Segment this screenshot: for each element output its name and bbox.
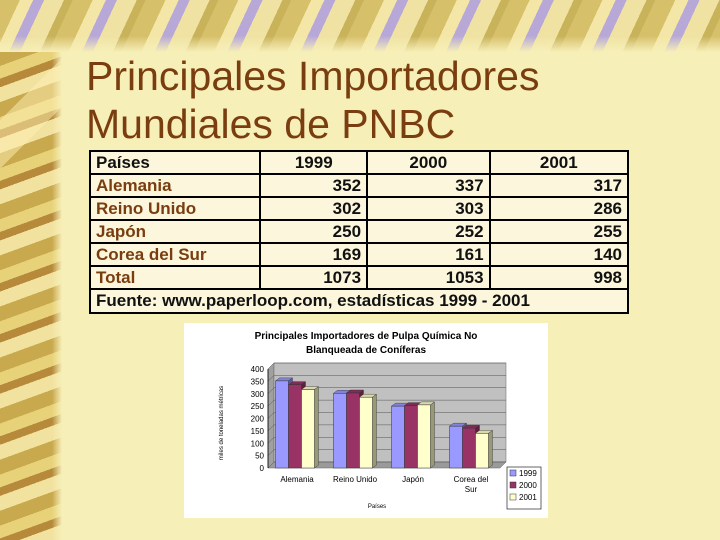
chart-bar-side [431, 402, 435, 468]
chart-legend-label: 2001 [519, 493, 537, 502]
chart-bar [418, 405, 431, 468]
chart-legend-swatch [510, 494, 516, 500]
chart-bar [463, 428, 476, 468]
header-countries: Países [90, 151, 260, 174]
row-value-2000: 337 [367, 174, 490, 197]
chart-bar [302, 390, 315, 468]
row-value-2000: 303 [367, 197, 490, 220]
chart-x-tick-label: Reino Unido [332, 475, 378, 484]
slide-title-line-1: Principales Importadores [86, 53, 540, 99]
total-value-2001: 998 [490, 266, 628, 289]
table-source-row [90, 289, 628, 313]
chart-bar-side [373, 394, 377, 468]
row-value-2001: 255 [490, 220, 628, 243]
row-value-1999: 352 [260, 174, 367, 197]
table-total-row [90, 266, 628, 289]
chart-bar-side [315, 387, 319, 468]
chart-y-tick-label: 0 [259, 464, 264, 473]
row-country: Japón [90, 220, 260, 243]
chart-x-tick-label: Japón [402, 475, 424, 484]
slide-title [86, 52, 686, 148]
row-value-1999: 302 [260, 197, 367, 220]
chart-x-axis-label: Países [367, 504, 387, 510]
chart-x-tick-label: Corea del [453, 475, 489, 484]
chart-bar [405, 406, 418, 468]
header-2001: 2001 [490, 151, 628, 174]
row-value-2001: 286 [490, 197, 628, 220]
total-value-2000: 1053 [367, 266, 490, 289]
chart-bar [276, 381, 289, 468]
row-value-2000: 252 [367, 220, 490, 243]
chart-bar [347, 393, 360, 468]
row-country: Corea del Sur [90, 243, 260, 266]
chart-bar [450, 426, 463, 468]
chart-legend-label: 2000 [519, 481, 537, 490]
chart-legend-swatch [510, 470, 516, 476]
chart-y-tick-label: 300 [250, 389, 264, 399]
chart-y-tick-label: 150 [250, 426, 264, 436]
table-source: Fuente: www.paperloop.com, estadísticas 1999 - 2001 [90, 289, 628, 313]
table-header-row [90, 151, 628, 174]
chart-y-tick-label: 350 [250, 377, 264, 387]
row-value-2000: 161 [367, 243, 490, 266]
total-value-1999: 1073 [260, 266, 367, 289]
chart-legend-swatch [510, 482, 516, 488]
row-value-1999: 169 [260, 243, 367, 266]
slide-title-line-2: Mundiales de PNBC [86, 101, 456, 147]
importers-table [89, 150, 629, 314]
table-row [90, 243, 628, 266]
decorative-left-border [0, 0, 62, 540]
chart-y-tick-label: 100 [250, 439, 264, 449]
table-row [90, 197, 628, 220]
chart-bar [392, 406, 405, 468]
chart-x-tick-label: Alemania [280, 475, 314, 484]
chart-bar [476, 433, 489, 468]
chart-y-tick-label: 50 [255, 451, 264, 461]
chart-bar-side [489, 430, 493, 468]
chart-y-tick-label: 400 [250, 365, 264, 374]
bar-chart [184, 323, 548, 518]
chart-legend-label: 1999 [519, 469, 537, 478]
chart-bar [289, 385, 302, 468]
row-value-2001: 140 [490, 243, 628, 266]
row-value-1999: 250 [260, 220, 367, 243]
chart-bar [334, 393, 347, 468]
chart-title-line-2: Blanqueada de Coníferas [305, 345, 427, 356]
table-row [90, 220, 628, 243]
row-country: Reino Unido [90, 197, 260, 220]
row-country: Alemania [90, 174, 260, 197]
chart-y-axis-label: miles de toneladas métricas [219, 385, 225, 461]
chart-y-tick-label: 250 [250, 402, 264, 412]
total-label: Total [90, 266, 260, 289]
chart-y-tick-label: 200 [250, 414, 264, 424]
table-row [90, 174, 628, 197]
bar-chart-svg [184, 323, 548, 518]
chart-bar [360, 397, 373, 468]
header-1999: 1999 [260, 151, 367, 174]
chart-title-line-1: Principales Importadores de Pulpa Química No [254, 331, 478, 342]
row-value-2001: 317 [490, 174, 628, 197]
header-2000: 2000 [367, 151, 490, 174]
decorative-top-border [0, 0, 720, 52]
chart-x-tick-label-cont: Sur [464, 485, 478, 494]
